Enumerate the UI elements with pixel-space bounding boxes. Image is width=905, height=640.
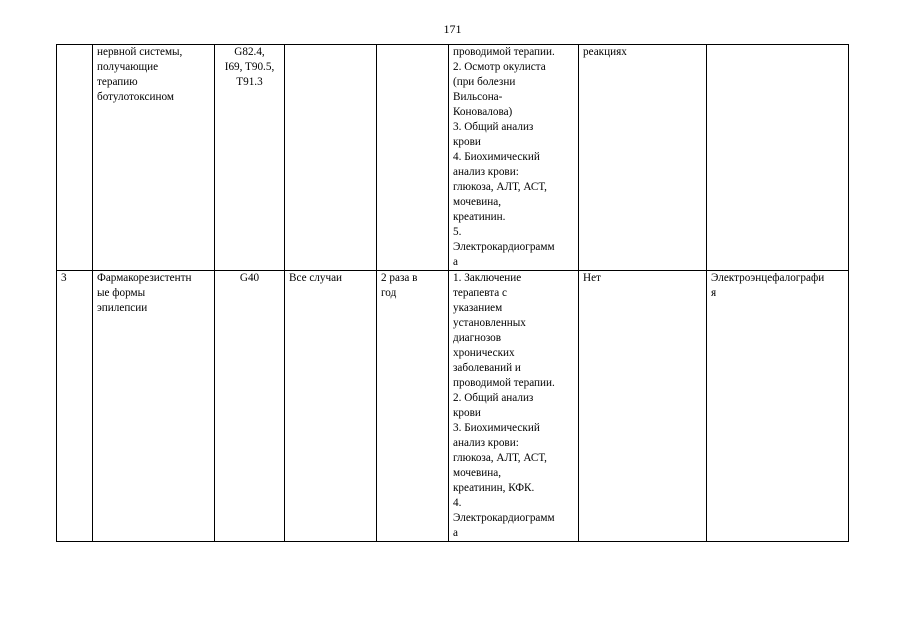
documents-cell: 1. Заключение терапевта с указанием установленных диагнозов хронических заболеваний и проводимой терапии. 2. Общий анализ крови 3. Биохимический анализ крови: глюкоза, АЛТ, АСТ, мочевина, креатинин, КФК. 4. Электрокардиограмм а <box>449 271 579 542</box>
disease-cell: нервной системы, получающие терапию ботулотоксином <box>93 45 215 271</box>
table-row <box>57 45 849 271</box>
page-number: 171 <box>443 22 462 36</box>
category-cell <box>285 45 377 271</box>
documents-cell: проводимой терапии. 2. Осмотр окулиста (при болезни Вильсона- Коновалова) 3. Общий анализ крови 4. Биохимический анализ крови: глюкоза, АЛТ, АСТ, мочевина, креатинин. 5. Электрокардиограмм а <box>449 45 579 271</box>
category-cell: Все случаи <box>285 271 377 542</box>
restrictions-cell: Нет <box>579 271 707 542</box>
row-number-cell: 3 <box>57 271 93 542</box>
icd-codes-cell: G40 <box>215 271 285 542</box>
table-row <box>57 271 849 542</box>
frequency-cell <box>377 45 449 271</box>
disease-cell: Фармакорезистентн ые формы эпилепсии <box>93 271 215 542</box>
additional-exams-cell <box>707 45 849 271</box>
icd-codes-cell: G82.4, I69, T90.5, T91.3 <box>215 45 285 271</box>
additional-exams-cell: Электроэнцефалографи я <box>707 271 849 542</box>
row-number-cell <box>57 45 93 271</box>
requirements-table <box>56 44 849 542</box>
restrictions-cell: реакциях <box>579 45 707 271</box>
frequency-cell: 2 раза в год <box>377 271 449 542</box>
